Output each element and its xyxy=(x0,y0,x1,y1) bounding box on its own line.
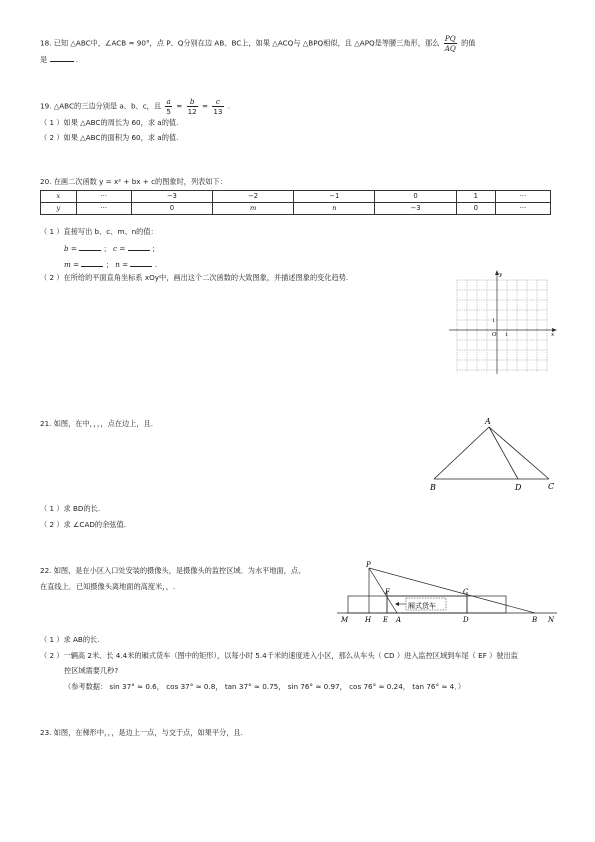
point-E-label: E xyxy=(383,616,389,624)
q19-line1 xyxy=(40,97,230,116)
point-H-label: H xyxy=(365,616,372,624)
q18-text-post: 的值 xyxy=(461,38,476,48)
table-cell: 0 xyxy=(456,203,495,215)
q21-part2: （ 2 ）求 ∠CAD的余弦值. xyxy=(40,520,126,529)
q20-mn-line xyxy=(64,259,157,269)
q18-text: 18. 已知 △ABC中，∠ACB = 90°，点 P、Q分别在边 AB、BC上，如果 △ACQ与 △BPQ相似，且 △APQ是等腰三角形，那么 xyxy=(40,38,440,48)
point-A-label: A xyxy=(396,616,402,624)
table-cell: −1 xyxy=(294,191,375,203)
table-cell: ··· xyxy=(76,191,131,203)
q21-triangle-figure xyxy=(425,415,560,495)
q19-f2-num: b xyxy=(187,97,198,107)
y-unit-label: 1 xyxy=(492,318,496,324)
q20-sep-2: ； xyxy=(151,244,160,253)
y-axis-label: y xyxy=(499,272,503,278)
q20-stem: 20. 在画二次函数 y = x² + bx + c的图象时，列表如下： xyxy=(40,177,227,186)
table-cell: −2 xyxy=(212,191,293,203)
table-cell: x xyxy=(41,191,77,203)
table-cell: −3 xyxy=(131,191,212,203)
q20-value-table xyxy=(40,190,551,215)
q19-text: 19. △ABC的三边分别是 a、b、c，且 xyxy=(40,101,162,111)
q19-fraction-b xyxy=(187,97,198,116)
q19-fraction-a xyxy=(165,97,172,116)
x-axis-label: x xyxy=(551,332,555,338)
table-cell: y xyxy=(41,203,77,215)
ray-PB xyxy=(369,568,535,613)
table-cell: n xyxy=(294,203,375,215)
q22-part1: （ 1 ）求 AB的长. xyxy=(40,635,100,644)
point-P-label: P xyxy=(366,561,371,569)
q20-part1: （ 1 ）直接写出 b、c、m、n的值： xyxy=(40,227,158,236)
segment-AB xyxy=(434,427,489,479)
point-N-label: N xyxy=(548,616,555,624)
q18-line1 xyxy=(40,34,475,53)
table-cell: −3 xyxy=(375,203,456,215)
table-row xyxy=(41,191,551,203)
q18-answer-label: 是 xyxy=(40,55,48,64)
table-cell: ··· xyxy=(495,191,550,203)
q20-sep-1: ； xyxy=(103,244,111,253)
q20-m-label: m = xyxy=(64,260,80,269)
q22-stem-line2: 在直线上．已知摄像头离地面的高度米，，. xyxy=(40,582,176,591)
q20-bc-line xyxy=(64,243,159,253)
q19-part2: （ 2 ）如果 △ABC的面积为 60，求 a的值. xyxy=(40,133,179,142)
point-B-label: B xyxy=(532,616,538,624)
point-C-label: C xyxy=(463,588,469,596)
q20-c-blank[interactable] xyxy=(128,243,150,251)
point-A-label: A xyxy=(485,417,491,426)
q20-coordinate-grid xyxy=(445,266,560,376)
origin-label: O xyxy=(492,332,497,338)
q19-end: . xyxy=(227,101,231,111)
table-row xyxy=(41,203,551,215)
q21-part1: （ 1 ）求 BD的长. xyxy=(40,504,101,513)
q19-f3-num: c xyxy=(212,97,223,107)
point-C-label: C xyxy=(548,482,555,491)
q20-end: . xyxy=(154,260,158,269)
point-F-label: F xyxy=(385,588,390,596)
x-unit-label: 1 xyxy=(505,332,509,338)
q22-stem-line1: 22. 如图，是在小区入口处安装的摄像头，是摄像头的监控区域．为水平地面，点、 xyxy=(40,566,306,575)
q20-m-blank[interactable] xyxy=(81,259,103,267)
q20-n-blank[interactable] xyxy=(130,259,152,267)
arrow-left-icon xyxy=(395,602,399,606)
q19-fraction-c xyxy=(212,97,223,116)
q18-answer-end: . xyxy=(75,55,79,64)
point-B-label: B xyxy=(430,483,436,492)
table-cell: m xyxy=(212,203,293,215)
q22-camera-figure xyxy=(335,558,560,628)
point-M-label: M xyxy=(341,616,349,624)
q18-frac-den: AQ xyxy=(444,44,456,53)
q19-f1-num: a xyxy=(166,97,171,106)
q20-n-label: n = xyxy=(115,260,129,269)
q23-stem: 23. 如图，在梯形中，，，是边上一点，与交于点，如果平分，且. xyxy=(40,728,243,737)
table-cell: 0 xyxy=(375,191,456,203)
q19-part1: （ 1 ）如果 △ABC的周长为 60，求 a的值. xyxy=(40,118,179,127)
q21-stem: 21. 如图，在中，，，，点在边上，且. xyxy=(40,419,154,428)
q19-f1-den: 5 xyxy=(166,107,171,116)
table-cell: 0 xyxy=(131,203,212,215)
segment-AC xyxy=(489,427,549,479)
table-cell: 1 xyxy=(456,191,495,203)
q18-answer-blank[interactable] xyxy=(50,54,74,62)
q20-c-label: c = xyxy=(113,244,126,253)
q18-line2 xyxy=(40,54,78,64)
point-D-label: D xyxy=(515,483,522,492)
grid-lines xyxy=(457,280,547,372)
q20-sep-3: ； xyxy=(105,260,113,269)
q19-eq-1: = xyxy=(176,101,183,111)
q18-fraction xyxy=(444,34,457,53)
q20-b-blank[interactable] xyxy=(79,243,101,251)
point-D-label: D xyxy=(463,616,469,624)
segment-AD xyxy=(489,427,518,479)
q19-eq-2: = xyxy=(202,101,209,111)
q22-reference-data: （参考数据： sin 37° ≈ 0.6， cos 37° ≈ 0.8， tan 37° ≈ 0.75， sin 76° ≈ 0.97， cos 76° ≈ 0.24， tan 76° ≈ 4．） xyxy=(64,682,466,691)
table-cell: ··· xyxy=(76,203,131,215)
q22-part2-line2: 控区域需要几秒? xyxy=(64,666,119,675)
q20-b-label: b = xyxy=(64,244,77,253)
q19-f3-den: 13 xyxy=(213,107,223,116)
table-cell: ··· xyxy=(495,203,550,215)
truck-label: 厢式货车 xyxy=(408,602,436,610)
q22-part2-line1: （ 2 ）一辆高 2米、长 4.4米的厢式货车（图中的矩形），以每小时 5.4千米的速度进入小区，那么从车头（ CD ）进入监控区域到车尾（ EF ）驶出监 xyxy=(40,651,518,660)
q18-frac-num: PQ xyxy=(444,34,456,43)
q20-part2: （ 2 ）在所给的平面直角坐标系 xOy中，画出这个二次函数的大致图象，并描述图象的变化趋势. xyxy=(40,273,349,282)
q19-f2-den: 12 xyxy=(187,107,197,116)
